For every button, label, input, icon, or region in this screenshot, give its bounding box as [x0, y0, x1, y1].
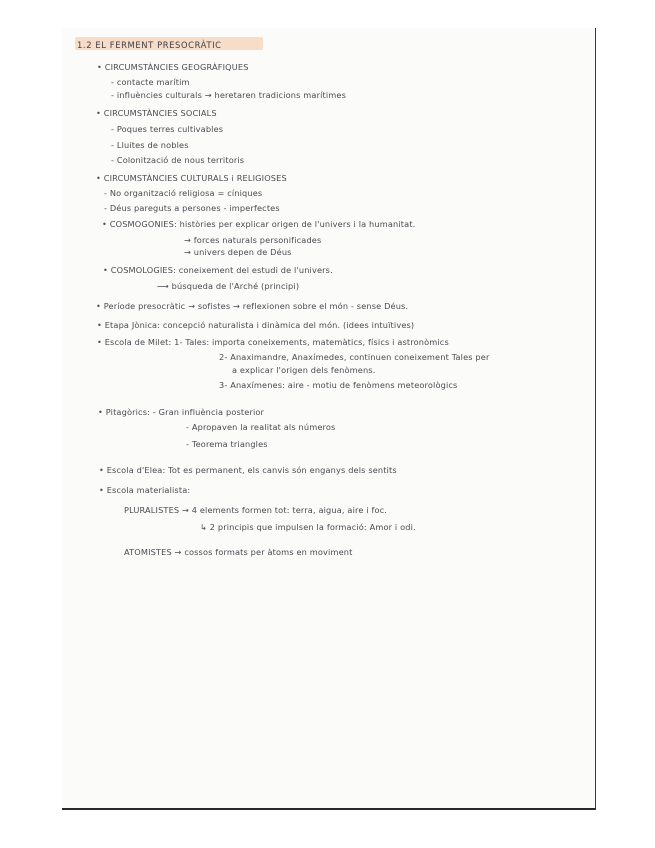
list-item: - Apropaven la realitat als números — [186, 422, 336, 432]
presocratic-period: • Període presocràtic → sofistes → reflexionen sobre el món - sense Déus. — [96, 301, 409, 311]
sub-item: → univers depen de Déus — [184, 247, 292, 257]
heading-cultural: • CIRCUMSTÀNCIES CULTURALS i RELIGIOSES — [96, 173, 287, 183]
page-title: 1.2 EL FERMENT PRESOCRÀTIC — [77, 40, 222, 50]
pluralists-principles: ↳ 2 principis que impulsen la formació: Amor i odi. — [200, 522, 416, 532]
ionic-stage: • Etapa Jònica: concepció naturalista i dinàmica del món. (idees intuïtives) — [97, 320, 415, 330]
milet-item: 2- Anaximandre, Anaxímedes, continuen coneixement Tales per — [219, 352, 490, 362]
materialist-school: • Escola materialista: — [99, 485, 191, 495]
list-item: - Déus pareguts a persones - imperfectes — [104, 203, 280, 213]
list-item: - influències culturals → heretaren tradicions marítimes — [111, 90, 347, 100]
list-item: - Lluites de nobles — [111, 140, 189, 150]
heading-social: • CIRCUMSTÀNCIES SOCIALS — [96, 108, 217, 118]
milet-school: • Escola de Milet: 1- Tales: importa coneixements, matemàtics, físics i astronòmics — [97, 337, 449, 347]
list-item: - contacte marítim — [111, 77, 190, 87]
elea-school: • Escola d'Elea: Tot es permanent, els canvis són enganys dels sentits — [99, 465, 397, 475]
pluralists: PLURALISTES → 4 elements formen tot: terra, aigua, aire i foc. — [124, 505, 388, 515]
milet-item-continued: a explicar l'origen dels fenòmens. — [232, 365, 376, 375]
sub-item: → forces naturals personificades — [184, 235, 322, 245]
list-item: - No organització religiosa = cíniques — [104, 188, 263, 198]
heading-geographic: • CIRCUMSTÀNCIES GEOGRÀFIQUES — [97, 62, 249, 72]
atomists: ATOMISTES → cossos formats per àtoms en moviment — [124, 547, 353, 557]
list-item: - Colonització de nous territoris — [111, 155, 245, 165]
sub-item: ⟶ búsqueda de l'Arché (principi) — [157, 281, 300, 291]
cosmologies-line: • COSMOLOGIES: coneixement del estudi de l'univers. — [103, 265, 333, 275]
pythagoreans: • Pitagòrics: - Gran influència posterior — [98, 407, 265, 417]
list-item: - Teorema triangles — [186, 439, 268, 449]
list-item: - Poques terres cultivables — [111, 124, 224, 134]
cosmogonies-line: • COSMOGONIES: històries per explicar origen de l'univers i la humanitat. — [102, 219, 416, 229]
milet-item: 3- Anaxímenes: aire - motiu de fenòmens meteorològics — [219, 380, 458, 390]
